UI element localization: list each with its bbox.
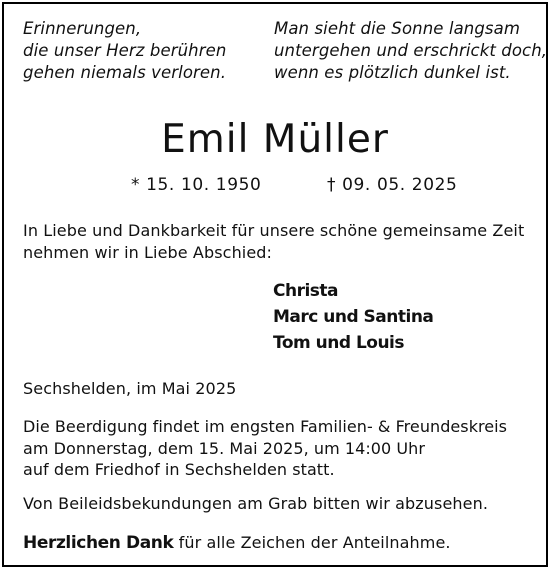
quote-right-line: Man sieht die Sonne langsam: [274, 19, 520, 38]
quote-left-line: gehen niemals verloren.: [23, 63, 227, 82]
farewell-line: In Liebe und Dankbarkeit für unsere schöne gemeinsame Zeit: [23, 221, 525, 240]
thanks-line: [23, 532, 451, 554]
funeral-line: Die Beerdigung findet im engsten Familien- & Freundeskreis: [23, 417, 508, 436]
thanks-rest: für alle Zeichen der Anteilnahme.: [173, 533, 451, 552]
obituary-notice: [2, 2, 548, 567]
family-member: Tom und Louis: [273, 333, 405, 353]
funeral-details: [23, 416, 507, 481]
quote-left-line: die unser Herz berühren: [23, 41, 227, 60]
family-member: Marc und Santina: [273, 307, 434, 327]
deceased-name: Emil Müller: [161, 117, 389, 162]
death-date: † 09. 05. 2025: [327, 175, 458, 195]
thanks-bold: Herzlichen Dank: [23, 533, 174, 553]
birth-date: * 15. 10. 1950: [131, 175, 262, 195]
quote-right-line: untergehen und erschrickt doch,: [274, 41, 548, 60]
condolence-note: Von Beileidsbekundungen am Grab bitten wir abzusehen.: [23, 494, 489, 513]
funeral-line: auf dem Friedhof in Sechshelden statt.: [23, 460, 335, 479]
quote-right: [274, 18, 547, 84]
farewell-line: nehmen wir in Liebe Abschied:: [23, 243, 273, 262]
quote-right-line: wenn es plötzlich dunkel ist.: [274, 63, 511, 82]
farewell-text: [23, 220, 524, 264]
quote-left: [23, 18, 226, 84]
family-names: [273, 278, 433, 356]
family-member: Christa: [273, 281, 339, 301]
place-date: Sechshelden, im Mai 2025: [23, 379, 237, 398]
funeral-line: am Donnerstag, dem 15. Mai 2025, um 14:00 Uhr: [23, 438, 425, 458]
quote-left-line: Erinnerungen,: [23, 19, 142, 38]
